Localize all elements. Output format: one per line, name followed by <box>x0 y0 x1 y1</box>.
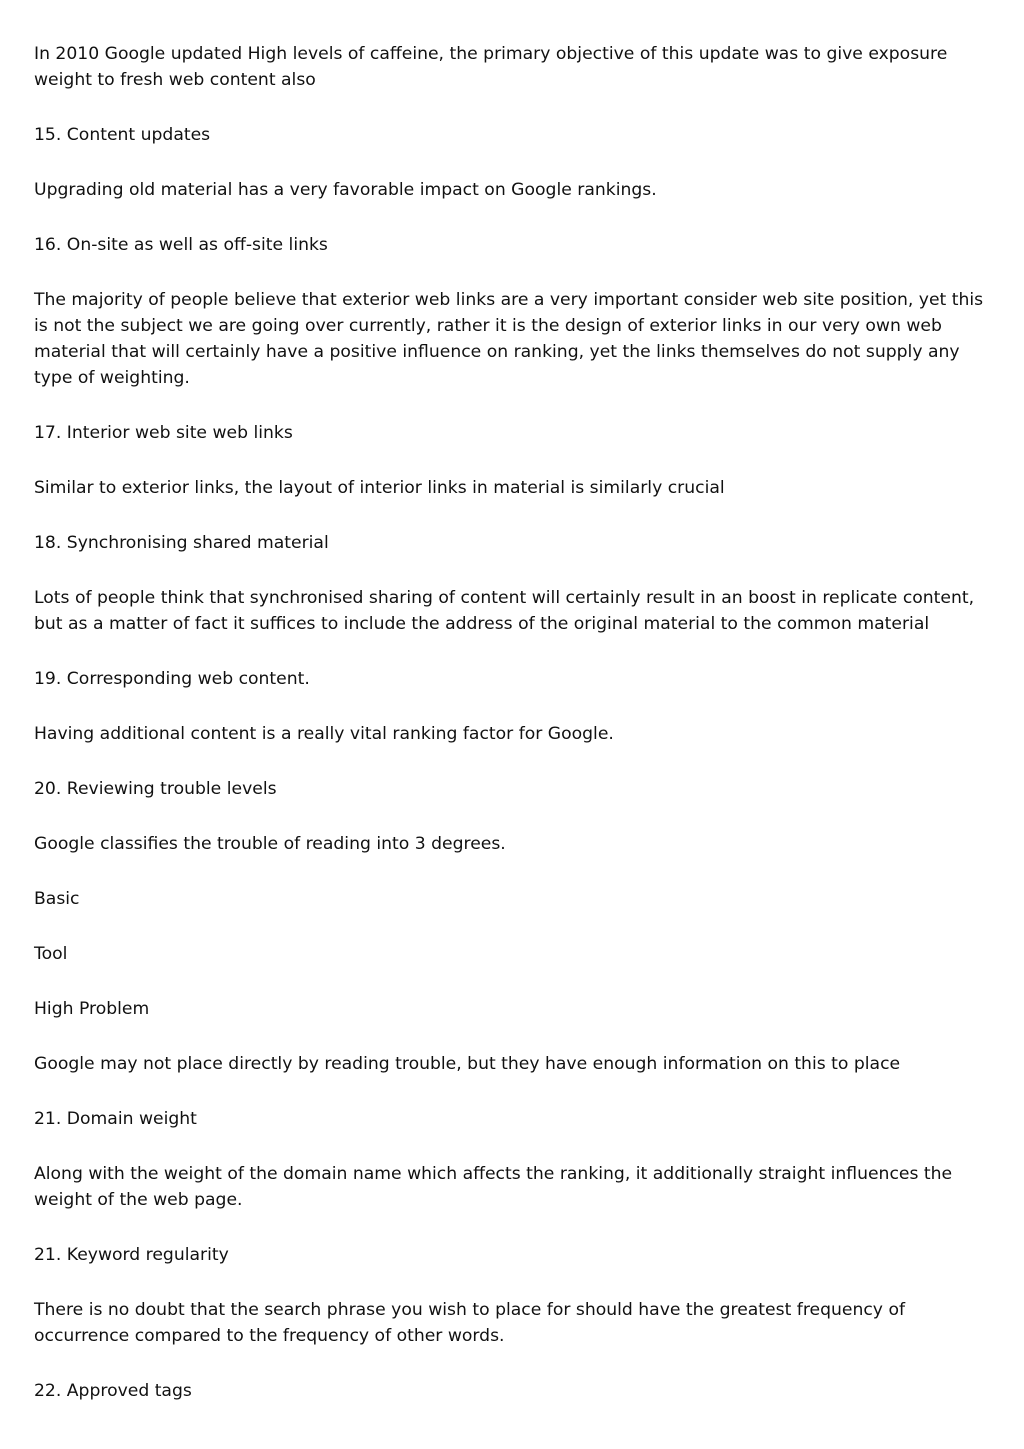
document-body <box>34 41 990 1433</box>
heading-reading-levels: 20. Reviewing trouble levels <box>34 779 277 799</box>
paragraph-exterior-links: The majority of people believe that exterior web links are a very important consider web site position, yet this is not the subject we are going over currently, rather it is the design of exterior links in our very own web material that will certainly have a positive influence on ranking, yet the links themselves do not supply any type of weighting. <box>34 290 984 388</box>
heading-interior-links: 17. Interior web site web links <box>34 423 293 443</box>
paragraph-domain-weight: Along with the weight of the domain name which affects the ranking, it additionally straight influences the weight of the web page. <box>34 1164 953 1210</box>
list-item-tool: Tool <box>34 944 68 964</box>
paragraph-reading-degrees: Google classifies the trouble of reading into 3 degrees. <box>34 834 506 854</box>
paragraph-reading-trouble: Google may not place directly by reading trouble, but they have enough information on this to place <box>34 1054 901 1074</box>
heading-onsite-offsite-links: 16. On-site as well as off-site links <box>34 235 328 255</box>
heading-domain-weight: 21. Domain weight <box>34 1109 197 1129</box>
list-item-high-problem: High Problem <box>34 999 150 1019</box>
paragraph-interior-links: Similar to exterior links, the layout of interior links in material is similarly crucial <box>34 478 725 498</box>
heading-keyword-regularity: 21. Keyword regularity <box>34 1245 229 1265</box>
paragraph-content-updates: Upgrading old material has a very favorable impact on Google rankings. <box>34 180 657 200</box>
paragraph-caffeine-update: In 2010 Google updated High levels of caffeine, the primary objective of this update was to give exposure weight to fresh web content also <box>34 44 948 90</box>
heading-corresponding-content: 19. Corresponding web content. <box>34 669 310 689</box>
list-item-basic: Basic <box>34 889 80 909</box>
paragraph-synchronised-sharing: Lots of people think that synchronised sharing of content will certainly result in an boost in replicate content, but as a matter of fact it suffices to include the address of the original material to the common material <box>34 588 975 634</box>
paragraph-keyword-frequency: There is no doubt that the search phrase you wish to place for should have the greatest frequency of occurrence compared to the frequency of other words. <box>34 1300 906 1346</box>
heading-synchronising-material: 18. Synchronising shared material <box>34 533 329 553</box>
heading-content-updates: 15. Content updates <box>34 125 211 145</box>
paragraph-additional-content: Having additional content is a really vital ranking factor for Google. <box>34 724 614 744</box>
heading-approved-tags: 22. Approved tags <box>34 1381 192 1401</box>
